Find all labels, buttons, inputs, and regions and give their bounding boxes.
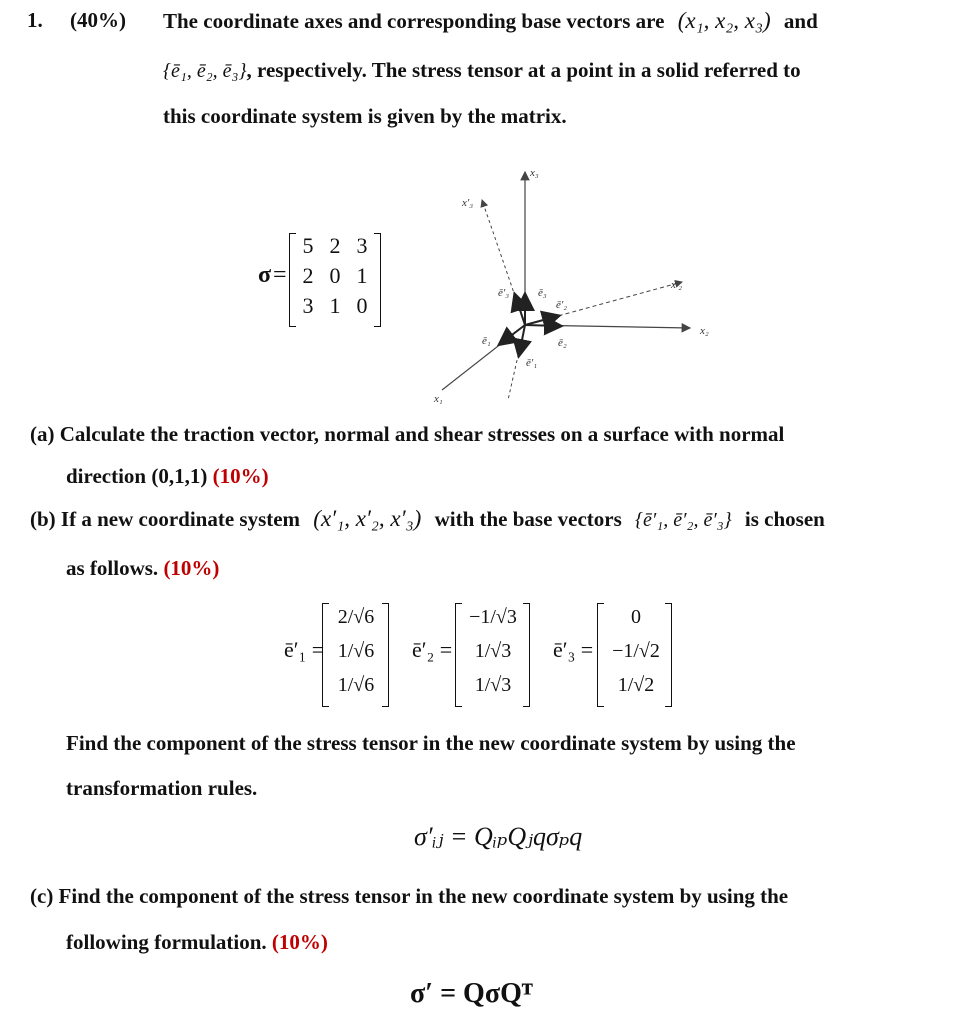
- vector-label: ē′₃ =: [553, 637, 594, 662]
- vector-entry: 0: [631, 606, 641, 628]
- vector-entry: 1/√6: [337, 674, 375, 696]
- e3-label: ē₃: [538, 287, 547, 299]
- part-c-line-1: (c) Find the component of the stress tensor in the new coordinate system by using the: [30, 884, 789, 908]
- new-basis-set: {ē′₁, ē′₂, ē′₃}: [635, 509, 732, 531]
- part-b-find-line-2: transformation rules.: [66, 776, 258, 800]
- vector-entry: 1/√6: [337, 640, 375, 662]
- vector-label: ē′₁ =: [284, 637, 325, 662]
- matrix-cell: 3: [356, 233, 368, 258]
- vector-label: ē′₂ =: [412, 637, 453, 662]
- part-a-weight: (10%): [212, 464, 269, 488]
- problem-number: 1.: [27, 8, 43, 32]
- problem-weight: (40%): [70, 8, 126, 32]
- matrix-cell: 3: [302, 293, 314, 318]
- part-c-weight: (10%): [271, 930, 328, 954]
- matrix-cell: 0: [329, 263, 341, 288]
- vector-entry: 1/√3: [474, 674, 512, 696]
- part-b-weight: (10%): [163, 556, 220, 580]
- intro-line-3: this coordinate system is given by the matrix.: [163, 104, 567, 128]
- equals-sign: =: [273, 262, 287, 288]
- matrix-cell: 2: [329, 233, 341, 258]
- matrix-cell: 1: [329, 293, 341, 318]
- e2p-label: ē′₂: [556, 299, 568, 311]
- matrix-cell: 2: [302, 263, 314, 288]
- transformation-formula: σ′ᵢⱼ = QᵢₚQⱼqσₚq: [414, 822, 583, 851]
- matrix-cell: 0: [356, 293, 368, 318]
- intro-line-2: {ē₁, ē₂, ē₃}, respectively. The stress tensor at a point in a solid referred to: [163, 58, 801, 82]
- basis-set: {ē₁, ē₂, ē₃}: [163, 60, 247, 82]
- matrix-formula: σ′ = QσQᵀ: [410, 978, 533, 1009]
- part-a-line-1: (a) Calculate the traction vector, normal and shear stresses on a surface with normal: [30, 422, 785, 446]
- axes-tuple: (x₁, x₂, x₃): [677, 8, 771, 33]
- part-a-line-2: direction (0,1,1) (10%): [66, 464, 269, 488]
- part-b-line-1: (b) If a new coordinate system (x′₁, x′₂, x′₃) with the base vectors {ē′₁, ē′₂, ē′₃} is chosen: [30, 506, 825, 531]
- part-c-line-2: following formulation. (10%): [66, 930, 328, 954]
- e2-label: ē₂: [558, 337, 567, 349]
- e1p-label: ē′₁: [526, 357, 538, 369]
- matrix-cell: 1: [356, 263, 368, 288]
- x1-label: x₁: [434, 393, 443, 405]
- part-b-line-2: as follows. (10%): [66, 556, 220, 580]
- intro-line-1: The coordinate axes and corresponding base vectors are (x₁, x₂, x₃) and: [163, 8, 818, 33]
- vector-entry: −1/√2: [612, 640, 660, 662]
- matrix-cell: 5: [302, 233, 314, 258]
- e2p-vector: [525, 316, 558, 325]
- e3p-label: ē′₃: [498, 287, 510, 299]
- coordinate-figure: [420, 160, 720, 410]
- new-axes-tuple: (x′₁, x′₂, x′₃): [313, 506, 422, 531]
- sigma-symbol: σ: [258, 262, 272, 288]
- vector-entry: −1/√3: [469, 606, 517, 628]
- vector-entry: 1/√3: [474, 640, 512, 662]
- x2-label: x₂: [700, 325, 709, 337]
- x2p-label: x′₂: [671, 279, 683, 291]
- vector-entry: 2/√6: [337, 606, 375, 628]
- part-b-find-line-1: Find the component of the stress tensor in the new coordinate system by using the: [66, 731, 796, 755]
- x3-label: x₃: [530, 167, 539, 179]
- e3p-vector: [515, 295, 525, 325]
- e1-label: ē₁: [482, 335, 491, 347]
- vector-entry: 1/√2: [617, 674, 655, 696]
- x3p-label: x′₃: [462, 197, 474, 209]
- e2-vector: [525, 325, 560, 326]
